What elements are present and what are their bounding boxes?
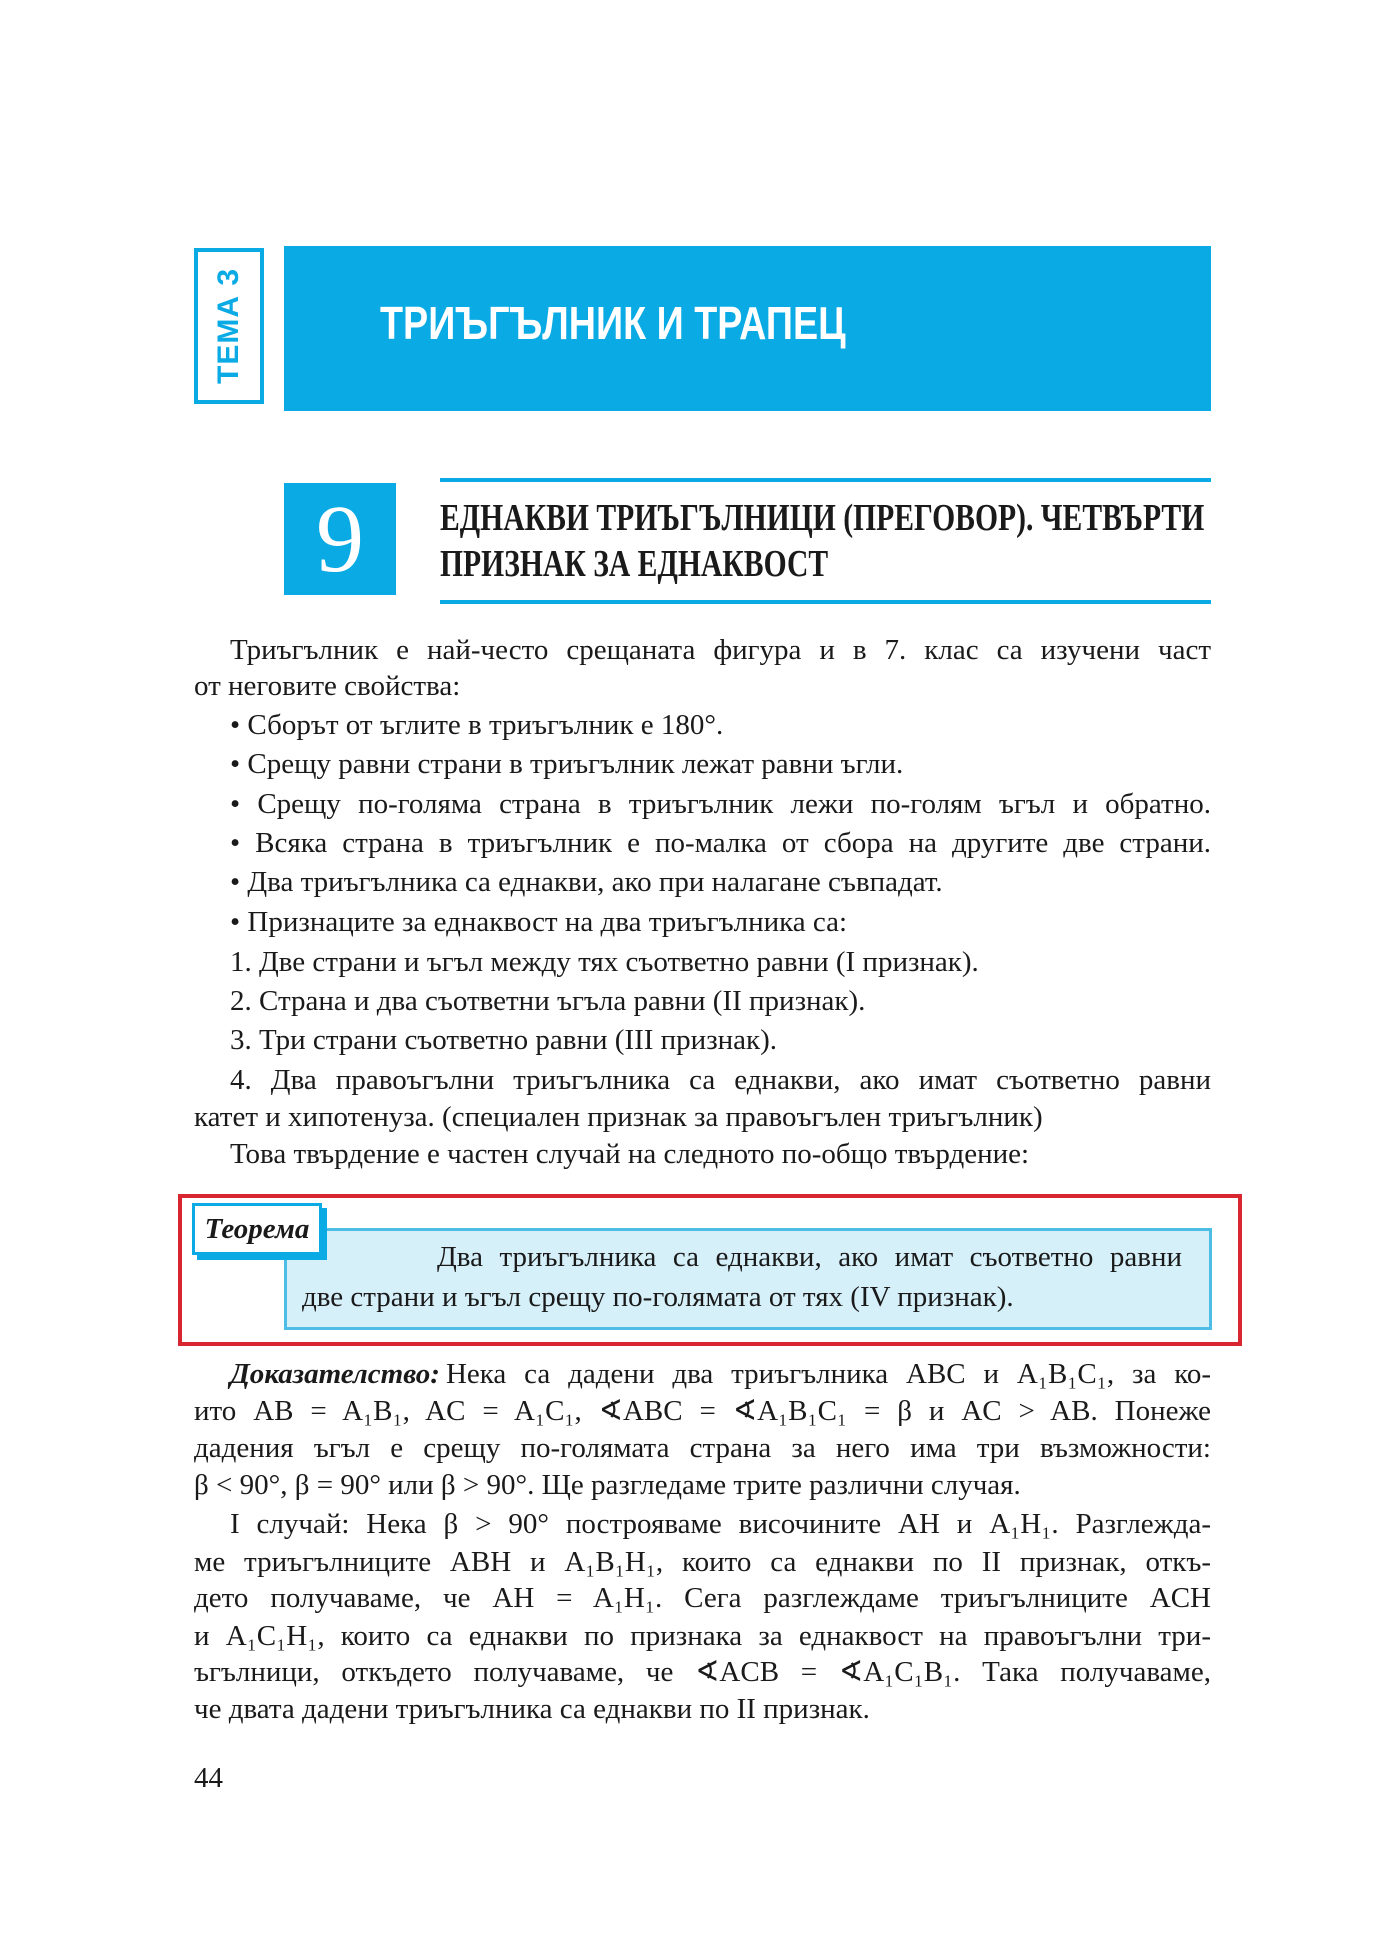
paragraph-line: че двата дадени триъгълника са еднакви по II признак. bbox=[194, 1693, 870, 1725]
list-item: 1. Две страни и ъгъл между тях съответно равни (I признак). bbox=[230, 946, 979, 978]
paragraph-line: Триъгълник е най-често срещаната фигура и в 7. клас са изучени част bbox=[230, 634, 1211, 666]
list-item: 3. Три страни съответно равни (III признак). bbox=[230, 1024, 778, 1056]
page-number: 44 bbox=[194, 1762, 223, 1794]
list-item: • Признаците за еднаквост на два триъгълника са: bbox=[230, 906, 848, 938]
proof-first-line bbox=[230, 1356, 1211, 1392]
theorem-text-line: Два триъгълника са еднакви, ако имат съответно равни bbox=[437, 1241, 1182, 1273]
theorem-text-line: две страни и ъгъл срещу по-голямата от тях (IV признак). bbox=[302, 1281, 1014, 1313]
paragraph-line: β < 90°, β = 90° или β > 90°. Ще разгледаме трите различни случая. bbox=[194, 1469, 1021, 1501]
list-item: • Всяка страна в триъгълник е по-малка от сбора на другите две страни. bbox=[230, 827, 1211, 859]
proof-label: Доказателство: bbox=[230, 1358, 440, 1390]
list-item: 2. Страна и два съответни ъгъла равни (II признак). bbox=[230, 985, 866, 1017]
list-item: • Два триъгълника са еднакви, ако при налагане съвпадат. bbox=[230, 866, 943, 898]
list-item: 4. Два правоъгълни триъгълника са еднакви, ако имат съответно равни bbox=[230, 1064, 1211, 1096]
paragraph-line: ме триъгълниците ABH и A₁B₁H₁, които са еднакви по II признак, откъ- bbox=[194, 1546, 1211, 1578]
paragraph-line: дето получаваме, че AH = A₁H₁. Сега разглеждаме триъгълниците ACH bbox=[194, 1582, 1211, 1614]
paragraph-line: ито AB = A₁B₁, AC = A₁C₁, ∢ABC = ∢A₁B₁C₁ = β и AC > AB. Понеже bbox=[194, 1395, 1211, 1427]
paragraph-line: от неговите свойства: bbox=[194, 670, 461, 702]
theme-label: ТЕМА 3 bbox=[212, 267, 245, 385]
lesson-title-line: ПРИЗНАК ЗА ЕДНАКВОСТ bbox=[440, 543, 829, 585]
theme-banner bbox=[284, 246, 1211, 411]
divider bbox=[440, 478, 1211, 482]
list-item: • Сборът от ъглите в триъгълник е 180°. bbox=[230, 709, 724, 741]
lesson-number: 9 bbox=[284, 483, 396, 595]
paragraph-line: катет и хипотенуза. (специален признак за правоъгълен триъгълник) bbox=[194, 1101, 1043, 1133]
lesson-title-line: ЕДНАКВИ ТРИЪГЪЛНИЦИ (ПРЕГОВОР). ЧЕТВЪРТИ bbox=[440, 497, 1205, 539]
paragraph-line: Това твърдение е частен случай на следното по-общо твърдение: bbox=[230, 1138, 1030, 1170]
theme-badge bbox=[194, 248, 264, 404]
divider bbox=[440, 600, 1211, 604]
list-item: • Срещу по-голяма страна в триъгълник лежи по-голям ъгъл и обратно. bbox=[230, 788, 1211, 820]
paragraph-line: Нека са дадени два триъгълника ABC и A₁B₁C₁, за ко- bbox=[445, 1358, 1211, 1390]
list-item: • Срещу равни страни в триъгълник лежат равни ъгли. bbox=[230, 748, 904, 780]
paragraph-line: и A₁C₁H₁, които са еднакви по признака за еднаквост на правоъгълни три- bbox=[194, 1620, 1211, 1652]
paragraph-line: дадения ъгъл е срещу по-голямата страна за него има три възможности: bbox=[194, 1432, 1211, 1464]
paragraph-line: ъгълници, откъдето получаваме, че ∢ACB = ∢A₁C₁B₁. Така получаваме, bbox=[194, 1656, 1211, 1688]
theorem-box bbox=[284, 1228, 1212, 1330]
paragraph-line: I случай: Нека β > 90° построяваме височините AH и A₁H₁. Разглежда- bbox=[230, 1508, 1211, 1540]
theorem-label: Теорема bbox=[192, 1203, 322, 1255]
theme-title: ТРИЪГЪЛНИК И ТРАПЕЦ bbox=[380, 297, 846, 349]
